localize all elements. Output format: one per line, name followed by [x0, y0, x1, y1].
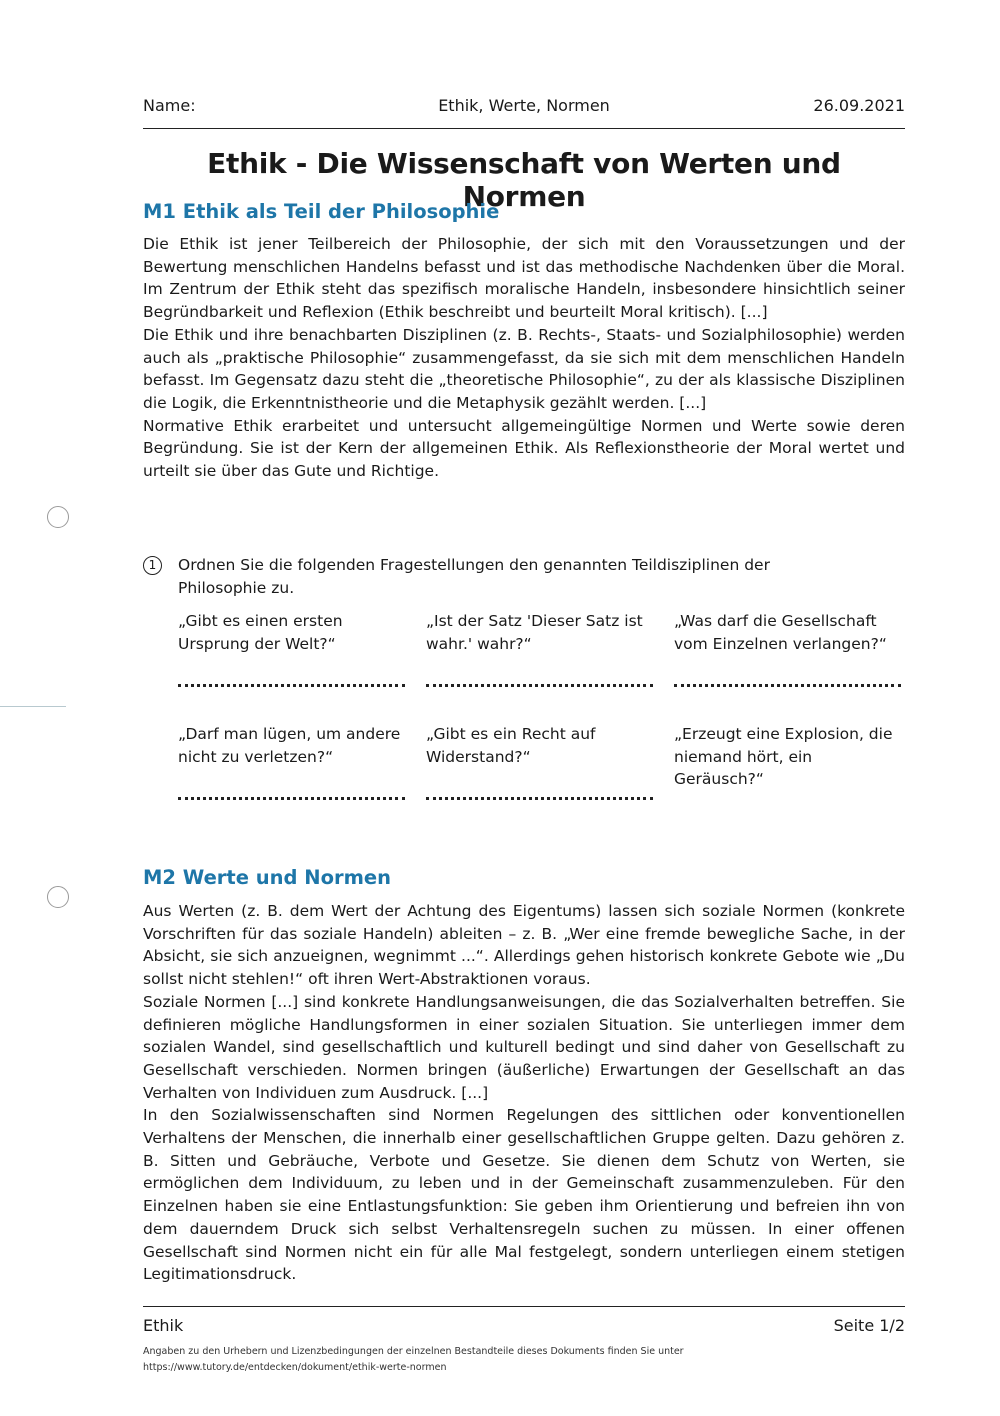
task-number-badge: 1 [143, 556, 162, 575]
license-text: Angaben zu den Urhebern und Lizenzbedingungen der einzelnen Bestandteile dieses Dokuments finden Sie unter [143, 1346, 684, 1357]
fold-mark [0, 706, 66, 707]
page-header [143, 96, 905, 118]
m1-heading: M1 Ethik als Teil der Philosophie [143, 200, 500, 223]
license-note [143, 1344, 905, 1376]
question-cell: „Ist der Satz 'Dieser Satz ist wahr.' wahr?“ [426, 612, 643, 653]
question-cell: „Gibt es ein Recht auf Widerstand?“ [426, 725, 596, 766]
m2-paragraph: In den Sozialwissenschaften sind Normen Regelungen des sittlichen oder konventionellen Verhaltens der Menschen, die innerhalb einer gesellschaftlichen Gruppe gelten. Dazu gehören z. B. Sitten und Gebräuche, Verbote und Gesetze. Sie dienen dem Schutz von Werten, sie ermöglichen dem Individuum, zu leben und in der Gemeinschaft zusammenzuleben. Für den Einzelnen haben sie eine Entlastungsfunktion: Sie geben ihm Orientierung und befreien ihn von dem dauerndem Druck sich selbst Verhaltensregeln suchen zu müssen. In einer offenen Gesellschaft sind Normen nicht ein für alle Mal festgelegt, sondern unterliegen einem stetigen Legitimationsdruck. [143, 1106, 905, 1284]
page-title: Ethik - Die Wissenschaft von Werten und Normen [207, 147, 841, 213]
footer-rule [143, 1306, 905, 1307]
m2-text [143, 900, 905, 1286]
m1-paragraph: Die Ethik und ihre benachbarten Disziplinen (z. B. Rechts-, Staats- und Sozialphilosophie) werden auch als „praktische Philosophie“ zusammengefasst, da sie sich mit dem menschlichen Handeln befasst. Im Gegensatz dazu steht die „theoretische Philosophie“, zu der als klassische Disziplinen die Logik, die Erkenntnistheorie und die Metaphysik gezählt werden. [...] [143, 325, 905, 412]
task-instruction: Ordnen Sie die folgenden Fragestellungen den genannten Teildisziplinen der Philosophie zu. [178, 556, 770, 597]
answer-line[interactable] [674, 684, 901, 687]
m1-paragraph: Die Ethik ist jener Teilbereich der Philosophie, der sich mit den Voraussetzungen und der Bewertung menschlichen Handelns befasst und ist das methodische Nachdenken über die Moral. Im Zentrum der Ethik steht das spezifisch moralische Handeln, insbesondere hinsichtlich seiner Begründbarkeit und Reflexion (Ethik beschreibt und beurteilt Moral kritisch). [...] [143, 235, 905, 322]
footer-subject: Ethik [143, 1316, 184, 1335]
m2-paragraph: Aus Werten (z. B. dem Wert der Achtung des Eigentums) lassen sich soziale Normen (konkrete Vorschriften für das soziale Handeln) ableiten – z. B. „Wer eine fremde bewegliche Sache, in der Absicht, sie sich anzueignen, wegnimmt ...“. Allerdings gehen historisch konkrete Gebote wie „Du sollst nicht stehlen!“ oft ihren Wert-Abstraktionen voraus. [143, 902, 905, 989]
punch-hole-mark [47, 886, 69, 908]
page-number: Seite 1/2 [833, 1316, 905, 1335]
header-subject: Ethik, Werte, Normen [438, 96, 610, 115]
question-cell: „Was darf die Gesellschaft vom Einzelnen verlangen?“ [674, 612, 887, 653]
name-label: Name: [143, 96, 196, 115]
question-cell: „Darf man lügen, um andere nicht zu verletzen?“ [178, 725, 401, 766]
question-cell: „Gibt es einen ersten Ursprung der Welt?“ [178, 612, 343, 653]
answer-line[interactable] [426, 684, 653, 687]
m1-text [143, 233, 905, 483]
punch-hole-mark [47, 506, 69, 528]
question-cell: „Erzeugt eine Explosion, die niemand hört, ein Geräusch?“ [674, 725, 893, 789]
header-date: 26.09.2021 [813, 96, 905, 115]
answer-line[interactable] [178, 797, 405, 800]
answer-line[interactable] [178, 684, 405, 687]
license-link[interactable]: https://www.tutory.de/entdecken/dokument/ethik-werte-normen [143, 1362, 447, 1373]
header-rule [143, 128, 905, 129]
answer-line[interactable] [426, 797, 653, 800]
m2-heading: M2 Werte und Normen [143, 866, 392, 889]
m1-paragraph: Normative Ethik erarbeitet und untersucht allgemeingültige Normen und Werte sowie deren Begründung. Sie ist der Kern der allgemeinen Ethik. Als Reflexionstheorie der Moral wertet und urteilt sie über das Gute und Richtige. [143, 416, 905, 481]
m2-paragraph: Soziale Normen [...] sind konkrete Handlungsanweisungen, die das Sozialverhalten betreffen. Sie definieren mögliche Handlungsformen in einer sozialen Situation. Sie unterliegen immer dem sozialen Wandel, sind gesellschaftlich und kulturell bedingt und sind daher von Gesellschaft zu Gesellschaft verschieden. Normen bringen (äußerliche) Erwartungen der Gesellschaft an das Verhalten von Individuen zum Ausdruck. [...] [143, 992, 905, 1102]
